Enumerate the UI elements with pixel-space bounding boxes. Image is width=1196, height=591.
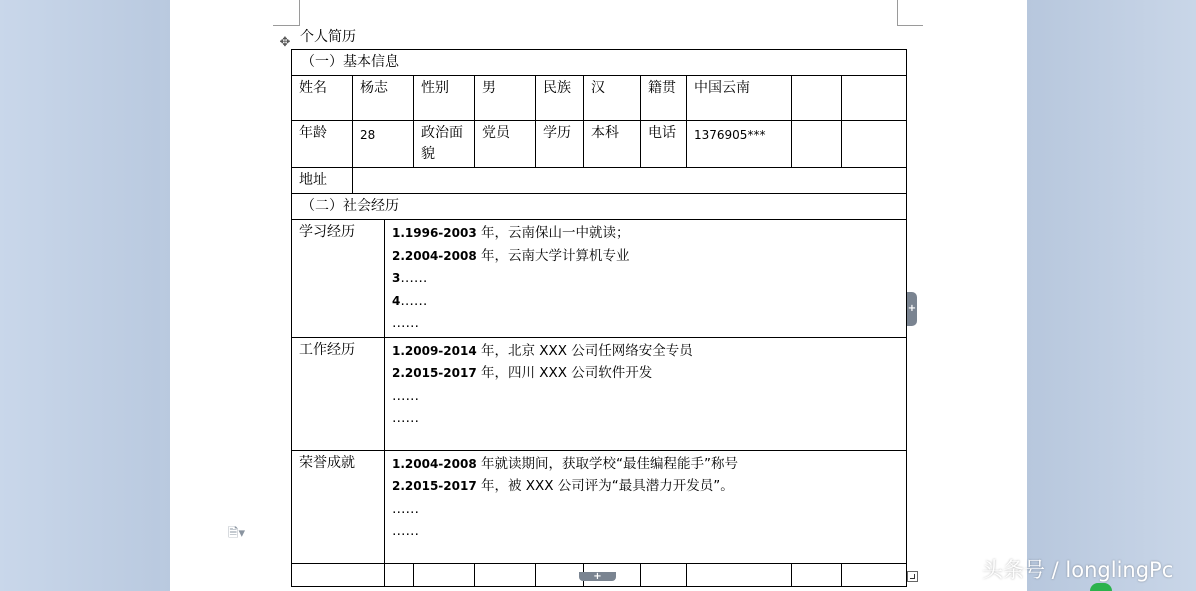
cell-ethnicity-value[interactable]: 汉 (584, 76, 641, 121)
cell-ethnicity-label[interactable]: 民族 (536, 76, 584, 121)
cell-political-value[interactable]: 党员 (475, 121, 536, 168)
cell-empty[interactable] (792, 563, 842, 586)
crop-mark-top-right (897, 0, 923, 26)
cell-gender-value[interactable]: 男 (475, 76, 536, 121)
cell-study-content[interactable] (385, 220, 907, 338)
list-item: 2.2015-2017 年，被 XXX 公司评为“最具潜力开发员”。 (392, 478, 734, 494)
cell-empty[interactable] (687, 563, 792, 586)
cell-empty[interactable] (475, 563, 536, 586)
cell-phone-value[interactable]: 1376905*** (687, 121, 792, 168)
cell-empty[interactable] (414, 563, 475, 586)
list-item: 4…… (392, 292, 428, 309)
cell-origin-label[interactable]: 籍贯 (641, 76, 687, 121)
list-item: 1.1996-2003 年，云南保山一中就读； (392, 225, 630, 241)
paste-options-button[interactable] (228, 526, 245, 542)
plus-icon: + (593, 571, 602, 582)
cell-age-label[interactable]: 年龄 (292, 121, 353, 168)
list-item: 2.2004-2008 年，云南大学计算机专业 (392, 247, 630, 264)
watermark-logo-fragment (1090, 583, 1112, 591)
cell-empty[interactable] (292, 563, 385, 586)
table-resize-handle[interactable] (907, 571, 918, 582)
cell-empty[interactable] (385, 563, 414, 586)
add-row-button[interactable] (579, 572, 616, 581)
cell-address-value[interactable] (353, 168, 907, 194)
resume-table[interactable] (291, 49, 907, 587)
cell-empty[interactable] (842, 563, 907, 586)
cell-education-value[interactable]: 本科 (584, 121, 641, 168)
plus-icon: + (907, 303, 917, 314)
cell-phone-label[interactable]: 电话 (641, 121, 687, 168)
cell-extra-3[interactable] (792, 121, 842, 168)
cell-address-label[interactable]: 地址 (292, 168, 353, 194)
paste-options-icon: 🗎▾ (228, 526, 245, 541)
cell-empty[interactable] (641, 563, 687, 586)
list-item: 1.2004-2008 年就读期间，获取学校“最佳编程能手”称号 (392, 455, 738, 472)
table-move-handle[interactable] (278, 36, 292, 50)
section-basic-info[interactable]: （一）基本信息 (292, 50, 907, 76)
cell-name-value[interactable]: 杨志 (353, 76, 414, 121)
cell-honors-label[interactable]: 荣誉成就 (292, 450, 385, 563)
cell-education-label[interactable]: 学历 (536, 121, 584, 168)
move-cross-icon: ✥ (279, 35, 291, 50)
cell-political-label[interactable]: 政治面貌 (414, 121, 475, 168)
cell-extra-1[interactable] (792, 76, 842, 121)
watermark: 头条号 / longlingPc (982, 558, 1174, 582)
cell-gender-label[interactable]: 性别 (414, 76, 475, 121)
cell-extra-4[interactable] (842, 121, 907, 168)
cell-work-label[interactable]: 工作经历 (292, 337, 385, 450)
workspace-background-right (1027, 0, 1196, 591)
list-item: …… (392, 387, 419, 404)
list-item: …… (392, 500, 419, 517)
cell-name-label[interactable]: 姓名 (292, 76, 353, 121)
cell-age-value[interactable]: 28 (353, 121, 414, 168)
list-item: 3…… (392, 270, 428, 286)
cell-work-content[interactable] (385, 337, 907, 450)
cell-extra-2[interactable] (842, 76, 907, 121)
section-social-experience[interactable]: （二）社会经历 (292, 194, 907, 220)
cell-study-label[interactable]: 学习经历 (292, 220, 385, 338)
add-column-button[interactable] (907, 292, 917, 326)
list-item: …… (392, 315, 419, 331)
cell-origin-value[interactable]: 中国云南 (687, 76, 792, 121)
list-item: …… (392, 410, 419, 426)
list-item: …… (392, 523, 419, 539)
list-item: 1.2009-2014 年，北京 XXX 公司任网络安全专员 (392, 342, 693, 359)
list-item: 2.2015-2017 年，四川 XXX 公司软件开发 (392, 365, 653, 381)
workspace-background-left (0, 0, 170, 591)
cell-honors-content[interactable] (385, 450, 907, 563)
crop-mark-top-left (273, 0, 300, 26)
document-title[interactable]: 个人简历 (300, 29, 356, 45)
cell-empty[interactable] (536, 563, 584, 586)
